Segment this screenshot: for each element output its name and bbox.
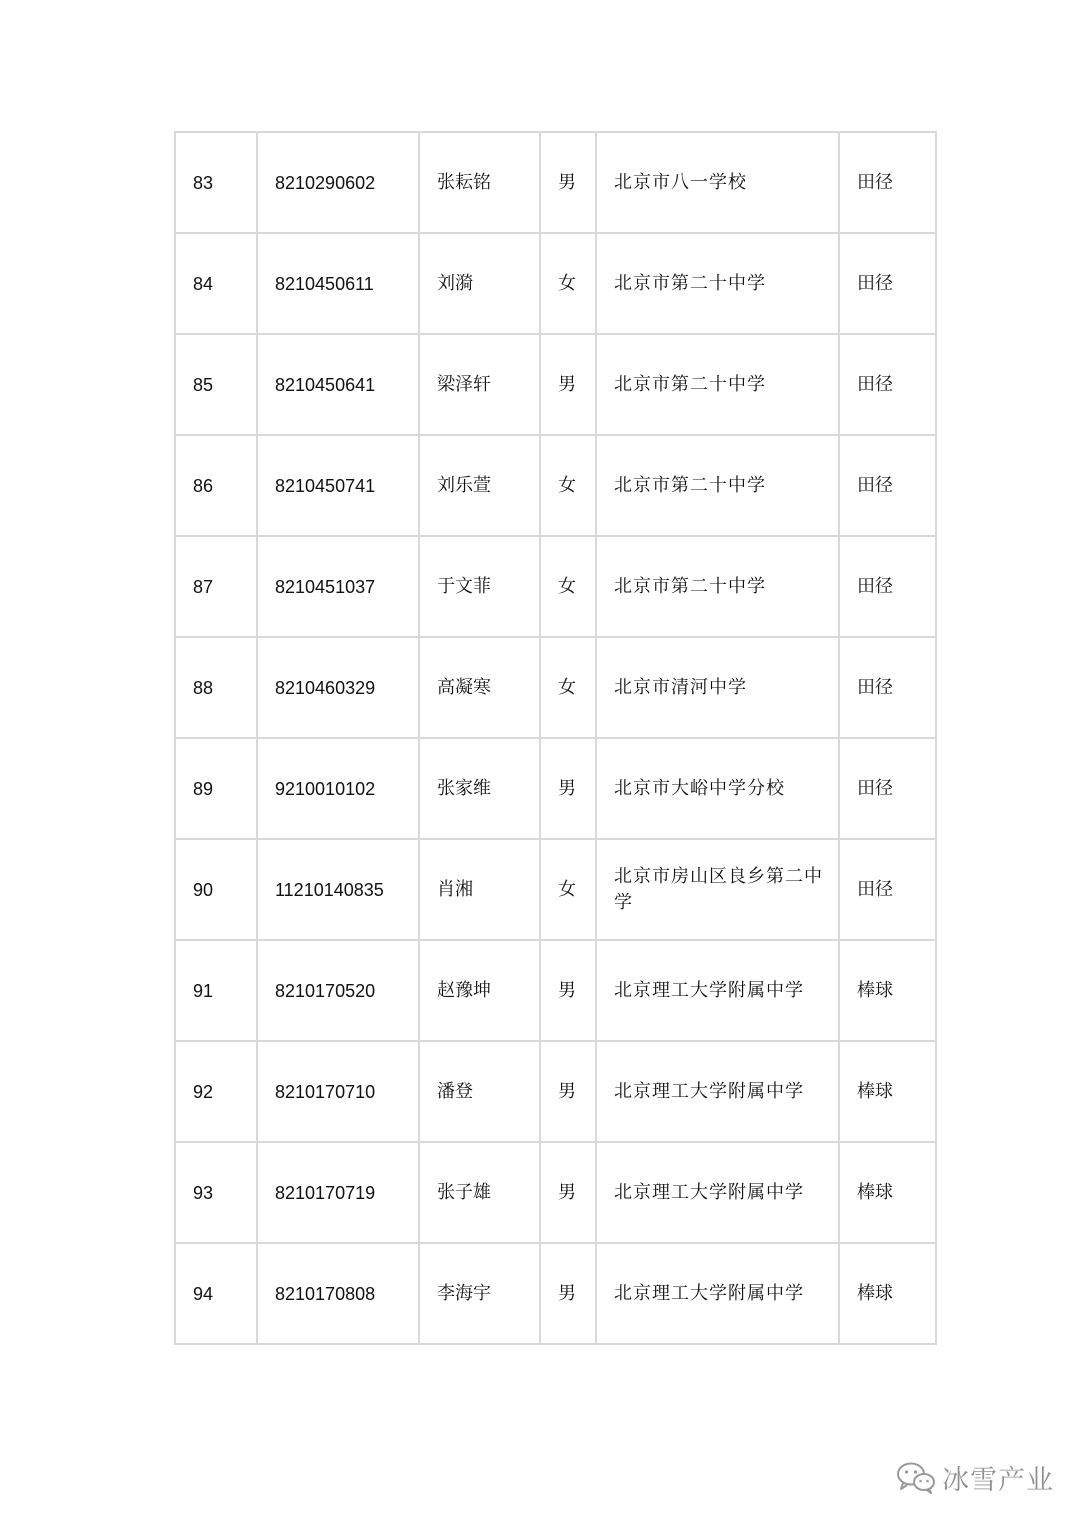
- table-row: [175, 1243, 936, 1344]
- cell-school: 北京理工大学附属中学: [596, 1142, 839, 1243]
- cell-number: 90: [175, 839, 257, 940]
- cell-name: 于文菲: [419, 536, 540, 637]
- cell-number: 86: [175, 435, 257, 536]
- cell-name: 张子雄: [419, 1142, 540, 1243]
- cell-sex: 男: [540, 940, 596, 1041]
- cell-school: 北京市第二十中学: [596, 536, 839, 637]
- cell-sex: 女: [540, 839, 596, 940]
- cell-school: 北京理工大学附属中学: [596, 1041, 839, 1142]
- cell-sport: 棒球: [839, 1041, 936, 1142]
- cell-sport: 田径: [839, 637, 936, 738]
- cell-sex: 男: [540, 334, 596, 435]
- table-row: [175, 839, 936, 940]
- cell-student-id: 8210170520: [257, 940, 419, 1041]
- cell-student-id: 9210010102: [257, 738, 419, 839]
- cell-school: 北京理工大学附属中学: [596, 940, 839, 1041]
- cell-sport: 田径: [839, 132, 936, 233]
- cell-sex: 女: [540, 536, 596, 637]
- cell-sex: 男: [540, 1243, 596, 1344]
- cell-sport: 棒球: [839, 1243, 936, 1344]
- cell-student-id: 11210140835: [257, 839, 419, 940]
- table-row: [175, 1041, 936, 1142]
- cell-name: 赵豫坤: [419, 940, 540, 1041]
- table-row: [175, 334, 936, 435]
- cell-number: 83: [175, 132, 257, 233]
- cell-school: 北京市大峪中学分校: [596, 738, 839, 839]
- cell-student-id: 8210451037: [257, 536, 419, 637]
- table-row: [175, 637, 936, 738]
- table-row: [175, 132, 936, 233]
- cell-sport: 棒球: [839, 1142, 936, 1243]
- cell-number: 89: [175, 738, 257, 839]
- cell-school: 北京市清河中学: [596, 637, 839, 738]
- cell-school: 北京理工大学附属中学: [596, 1243, 839, 1344]
- cell-student-id: 8210450741: [257, 435, 419, 536]
- cell-name: 肖湘: [419, 839, 540, 940]
- cell-name: 张家维: [419, 738, 540, 839]
- watermark: [896, 1458, 1054, 1497]
- student-roster-table: [174, 131, 937, 1345]
- table-row: [175, 1142, 936, 1243]
- cell-student-id: 8210290602: [257, 132, 419, 233]
- cell-sex: 女: [540, 233, 596, 334]
- table-row: [175, 536, 936, 637]
- cell-sex: 女: [540, 435, 596, 536]
- cell-sex: 男: [540, 1041, 596, 1142]
- table-row: [175, 233, 936, 334]
- cell-sport: 田径: [839, 435, 936, 536]
- table-row: [175, 940, 936, 1041]
- cell-name: 李海宇: [419, 1243, 540, 1344]
- cell-school: 北京市第二十中学: [596, 233, 839, 334]
- cell-student-id: 8210450641: [257, 334, 419, 435]
- cell-student-id: 8210170710: [257, 1041, 419, 1142]
- cell-sport: 棒球: [839, 940, 936, 1041]
- cell-number: 94: [175, 1243, 257, 1344]
- cell-number: 92: [175, 1041, 257, 1142]
- cell-sex: 男: [540, 132, 596, 233]
- cell-sport: 田径: [839, 839, 936, 940]
- cell-sport: 田径: [839, 536, 936, 637]
- cell-name: 刘漪: [419, 233, 540, 334]
- cell-number: 85: [175, 334, 257, 435]
- cell-sex: 男: [540, 1142, 596, 1243]
- table-row: [175, 738, 936, 839]
- cell-student-id: 8210450611: [257, 233, 419, 334]
- cell-sport: 田径: [839, 334, 936, 435]
- cell-school: 北京市八一学校: [596, 132, 839, 233]
- cell-sex: 男: [540, 738, 596, 839]
- cell-school: 北京市第二十中学: [596, 334, 839, 435]
- wechat-icon: [896, 1461, 936, 1495]
- cell-school: 北京市第二十中学: [596, 435, 839, 536]
- cell-sport: 田径: [839, 233, 936, 334]
- cell-school: 北京市房山区良乡第二中学: [596, 839, 839, 940]
- cell-name: 梁泽轩: [419, 334, 540, 435]
- cell-name: 张耘铭: [419, 132, 540, 233]
- cell-number: 84: [175, 233, 257, 334]
- roster-body: [175, 132, 936, 1344]
- table-row: [175, 435, 936, 536]
- cell-number: 88: [175, 637, 257, 738]
- watermark-text: 冰雪产业: [942, 1465, 1054, 1496]
- cell-sport: 田径: [839, 738, 936, 839]
- cell-student-id: 8210170719: [257, 1142, 419, 1243]
- cell-name: 刘乐萱: [419, 435, 540, 536]
- cell-number: 87: [175, 536, 257, 637]
- cell-number: 91: [175, 940, 257, 1041]
- cell-student-id: 8210460329: [257, 637, 419, 738]
- cell-sex: 女: [540, 637, 596, 738]
- cell-number: 93: [175, 1142, 257, 1243]
- cell-name: 高凝寒: [419, 637, 540, 738]
- cell-student-id: 8210170808: [257, 1243, 419, 1344]
- cell-name: 潘登: [419, 1041, 540, 1142]
